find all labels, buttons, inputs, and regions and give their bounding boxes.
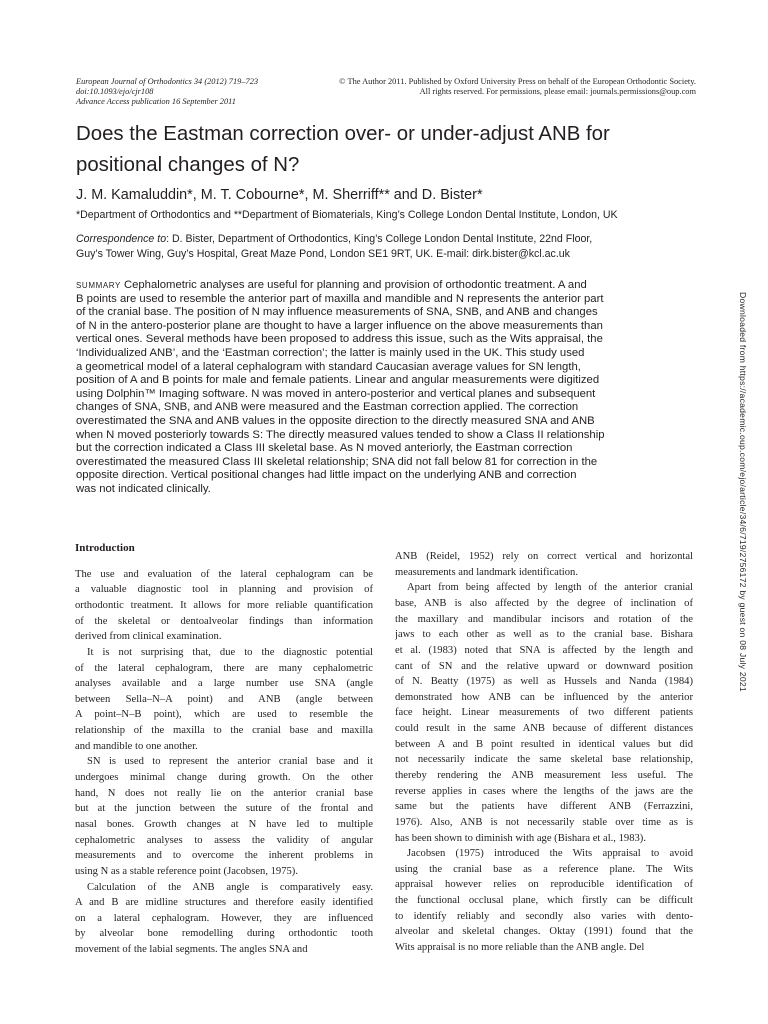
permissions-line: All rights reserved. For permissions, please email: journals.permissions@oup.com [419,87,696,96]
body-text-line: ANB (Reidel, 1952) rely on correct vertical and horizontal [395,551,693,562]
body-text-line: A and B are midline structures and therefore easily identified [75,897,373,909]
body-text-line: on a lateral cephalogram. However, they are influenced [75,912,373,924]
body-text-line: orthodontic treatment. It allows for more reliable quantification [75,599,373,611]
abstract-line [76,279,696,293]
body-text-line: but at the junction between the suture of the frontal and [75,803,373,815]
body-text-line: cephalometric analyses to assess the validity of angular [75,834,373,846]
correspondence-address: : D. Bister, Department of Orthodontics, King’s College London Dental Institute, 22nd Floor, [166,233,593,245]
doi-line: doi:10.1093/ejo/cjr108 [76,87,154,96]
body-text-line: a valuable diagnostic tool in planning and provision of [75,584,373,596]
body-text-line: base, ANB is also affected by the degree of inclination of [395,597,693,609]
body-column-right [395,549,693,956]
correspondence-line [76,232,706,247]
abstract-line: ‘Individualized ANB’, and the ‘Eastman correction’; the latter is mainly used in the UK. This study used [76,346,585,359]
body-text-line: Wits appraisal is no more reliable than the ANB angle. Del [395,942,645,954]
body-text-line: the functional occlusal plane, which firstly can be difficult [395,895,693,907]
abstract-line: changes of SNA, SNB, and ANB were measured and the Eastman correction applied. The correction [76,401,579,414]
author-list: J. M. Kamaluddin*, M. T. Cobourne*, M. Sherriff** and D. Bister* [76,187,483,203]
body-text-line: using N as a stable reference point (Jacobsen, 1975). [75,865,298,877]
body-text-line: could result in the same ANB because of different distances [395,723,693,735]
abstract-text: Cephalometric analyses are useful for planning and provision of orthodontic treatment. A and [123,279,587,291]
abstract [76,279,696,497]
body-text-line: thereby rendering the ANB measurement less useful. The [395,769,693,781]
summary-label: SUMMARY [76,281,121,290]
body-text-line: undergoes minimal change during growth. On the other [75,772,373,784]
body-text-line: of the lateral cephalogram, there are many cephalometric [75,662,373,674]
body-text-line: the maxillary and mandibular incisors and rotation of the [395,613,693,625]
abstract-line: using Dolphin™ Imaging software. N was moved in antero-posterior and vertical planes and subsequent [76,387,596,400]
abstract-line: but the correction indicated a Class III skeletal base. As N moved anteriorly, the Eastman correction [76,442,573,455]
body-text-line: movement of the labial segments. The angles SNA and [75,944,308,956]
body-text-line: measurements and to overcome the inherent problems in [75,850,373,862]
body-text-line: SN is used to represent the anterior cranial base and it [87,756,373,768]
article-title: Does the Eastman correction over- or under-adjust ANB for positional changes of N? [76,123,610,176]
body-text-line: relationship of the maxilla to the cranial base and maxilla [75,725,373,737]
body-text-line: to identify reliably and secondly also varies with dento- [395,910,693,922]
abstract-line: a geometrical model of a lateral cephalogram with standard Caucasian average values for SN length, [76,360,581,373]
body-column-left [75,541,373,958]
body-text-line: using the cranial base as a reference plane. The Wits [395,863,693,875]
body-text-line: Calculation of the ANB angle is comparatively easy. [87,881,373,893]
abstract-line: vertical ones. Several methods have been proposed to address this issue, such as the Wits appraisal, the [76,333,603,346]
download-notice: Downloaded from https://academic.oup.com/ejo/article/34/6/719/2756172 by guest on 08 July 2021 [738,292,748,692]
section-heading-introduction: Introduction [75,542,135,554]
body-text-line: nasal bones. Growth changes at N have led to multiple [75,818,373,830]
body-text-line: cant of SN and the relative upward or downward position [395,660,693,672]
copyright-notice [296,77,696,97]
body-text-line: and mandible to one another. [75,740,198,752]
copyright-line: © The Author 2011. Published by Oxford University Press on behalf of the European Orthodontic Society. [339,77,696,86]
abstract-line: overestimated the measured Class III skeletal relationship; SNA did not fall below 81 for correction in the [76,455,598,468]
abstract-line: was not indicated clinically. [76,482,211,495]
body-text-line: The use and evaluation of the lateral cephalogram can be [75,568,373,580]
body-text-line: jaws to each other as well as to the cranial base. Bishara [395,629,693,641]
affiliation: *Department of Orthodontics and **Department of Biomaterials, King’s College London Dental Institute, London, UK [76,209,618,221]
body-text-line: et al. (1983) noted that SNA is affected by the length and [395,644,693,656]
abstract-line: overestimated the SNA and ANB values in the opposite direction to the directly measured SNA and ANB [76,414,595,427]
body-text-line: has been shown to diminish with age (Bishara et al., 1983). [395,832,646,844]
body-text-line: measurements and landmark identification. [395,566,578,578]
correspondence-label: Correspondence to [76,233,167,245]
abstract-line: opposite direction. Vertical positional changes had little impact on the underlying ANB and correction [76,469,577,482]
correspondence-address-line: Guy’s Tower Wing, Guy’s Hospital, Great Maze Pond, London SE1 9RT, UK. E-mail: dirk.bister@kcl.ac.uk [76,248,570,260]
body-text-line: Apart from being affected by length of the anterior cranial [407,582,693,594]
body-text-line: same but the patients have different ANB (Ferrazzini, [395,801,693,813]
correspondence [76,232,706,262]
body-text-line: A point–N–B point), which are used to resemble the [75,709,373,721]
body-text-line: between Sella–N–A point) and ANB (angle between [75,693,373,705]
body-text-line: face height. Linear measurements of two different patients [395,707,693,719]
download-watermark [736,292,750,772]
abstract-line: of N in the antero-posterior plane are thought to have a larger influence on the above measurements than [76,319,603,332]
left-column-text [75,567,373,958]
body-text-line: Jacobsen (1975) introduced the Wits appraisal to avoid [407,848,693,860]
body-text-line: 1976). Also, ANB is not necessarily stable over time as is [395,816,693,828]
abstract-line: when N moved posteriorly towards S: The directly measured values tended to show a Class II relationship [76,428,605,441]
journal-citation-line: European Journal of Orthodontics 34 (2012) 719–723 [76,77,259,86]
body-text-line: appraisal however relies on reproducible identification of [395,879,693,891]
right-column-text [395,549,693,956]
body-text-line: derived from clinical examination. [75,631,222,643]
body-text-line: between A and B point resulted in identical values but did [395,738,693,750]
abstract-line: of the cranial base. The position of N may influence measurements of SNA, SNB, and ANB and changes [76,306,598,319]
body-text-line: reverse applies in cases where the lengths of the jaws are the [395,785,693,797]
abstract-line: position of A and B points for male and female patients. Linear and angular measurements were digitized [76,374,600,387]
abstract-line: B points are used to resemble the anterior part of maxilla and mandible and N represents the anterior part [76,292,604,305]
body-text-line: of N. Beatty (1975) as well as Hussels and Nanda (1984) [395,676,693,688]
body-text-line: not necessarily indicate the same skeletal base relationship, [395,754,693,766]
body-text-line: by alveolar bone remodelling during orthodontic tooth [75,928,373,940]
body-text-line: hand, N does not really lie on the anterior cranial base [75,787,373,799]
body-text-line: alveolar and skeletal changes. Oktay (1991) found that the [395,926,693,938]
body-text-line: It is not surprising that, due to the diagnostic potential [87,646,373,658]
body-text-line: of the skeletal or dentoalveolar findings than information [75,615,373,627]
body-text-line: analyses available and a large number use SNA (angle [75,678,373,690]
body-text-line: demonstrated how ANB can be influenced by the anterior [395,691,693,703]
publication-date-line: Advance Access publication 16 September 2011 [76,97,236,106]
